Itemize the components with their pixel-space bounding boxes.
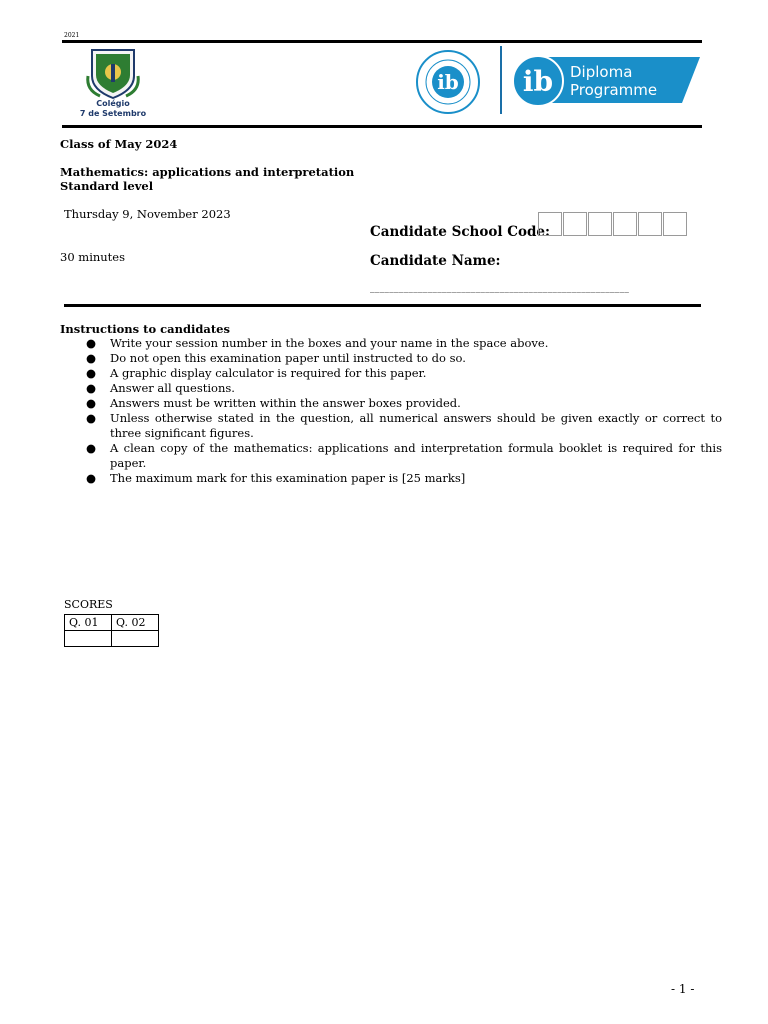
ib-world-school-seal: [415, 46, 481, 118]
scores-value-cell[interactable]: [65, 631, 112, 647]
ib-diploma-programme-logo: [512, 55, 702, 107]
instruction-item: ● Answer all questions.: [86, 381, 235, 396]
school-code-box[interactable]: [538, 212, 562, 236]
scores-header-cell: Q. 02: [112, 615, 159, 631]
instruction-item: ● A graphic display calculator is required for this paper.: [86, 366, 427, 381]
school-code-box[interactable]: [588, 212, 612, 236]
bullet-icon: ●: [86, 411, 97, 426]
school-code-box[interactable]: [563, 212, 587, 236]
instruction-item: ● The maximum mark for this examination paper is [25 marks]: [86, 470, 466, 485]
school-code-label: Candidate School Code:: [370, 224, 550, 240]
school-logo: [78, 46, 148, 118]
header-top-rule: [62, 40, 702, 43]
scores-value-cell[interactable]: [112, 631, 159, 647]
school-code-box[interactable]: [638, 212, 662, 236]
school-code-box[interactable]: [663, 212, 687, 236]
subject-title: Mathematics: applications and interpretation: [60, 165, 355, 179]
bullet-icon: ●: [86, 351, 97, 366]
svg-text:Programme: Programme: [570, 81, 658, 99]
svg-text:7 de Setembro: 7 de Setembro: [79, 109, 147, 118]
svg-text:Diploma: Diploma: [570, 63, 633, 81]
bullet-icon: ●: [86, 336, 97, 350]
exam-date: Thursday 9, November 2023: [64, 207, 231, 221]
ib-dp-icon: [512, 55, 702, 107]
instruction-item: ● Answers must be written within the answer boxes provided.: [86, 396, 461, 411]
scores-label: SCORES: [64, 598, 113, 611]
bullet-icon: ●: [86, 470, 97, 485]
class-of: Class of May 2024: [60, 137, 178, 151]
ib-seal-icon: [415, 46, 481, 118]
page-number: - 1 -: [671, 982, 695, 996]
instruction-item: ● Write your session number in the boxes and your name in the space above.: [86, 336, 549, 350]
year-tag: 2021: [64, 32, 80, 39]
school-code-boxes[interactable]: [538, 212, 687, 236]
scores-header-cell: Q. 01: [65, 615, 112, 631]
candidate-name-line[interactable]: ______________________________________________________: [370, 283, 630, 293]
bullet-icon: ●: [86, 396, 97, 411]
instructions-heading: Instructions to candidates: [60, 322, 230, 336]
candidate-name-label: Candidate Name:: [370, 253, 501, 269]
svg-text:ib: ib: [437, 70, 459, 94]
instruction-item: ● A clean copy of the mathematics: applications and interpretation formula booklet is required for this paper.: [86, 441, 722, 470]
ib-logo-divider: [500, 46, 502, 114]
section-divider: [64, 304, 701, 307]
exam-duration: 30 minutes: [60, 250, 126, 264]
bullet-icon: ●: [86, 366, 97, 381]
school-code-box[interactable]: [613, 212, 637, 236]
instruction-item: ● Do not open this examination paper until instructed to do so.: [86, 351, 466, 366]
bullet-icon: ●: [86, 381, 97, 396]
scores-table: [64, 614, 159, 647]
header-bottom-rule: [62, 125, 702, 128]
instructions-list: [60, 336, 722, 486]
svg-text:ib: ib: [522, 65, 554, 98]
instruction-item: ● Unless otherwise stated in the question, all numerical answers should be given exactly or correct to three significant figures.: [86, 411, 722, 440]
subject-level: Standard level: [60, 179, 154, 193]
svg-text:Colégio: Colégio: [96, 99, 130, 108]
school-crest-icon: [78, 46, 148, 118]
bullet-icon: ●: [86, 441, 97, 456]
